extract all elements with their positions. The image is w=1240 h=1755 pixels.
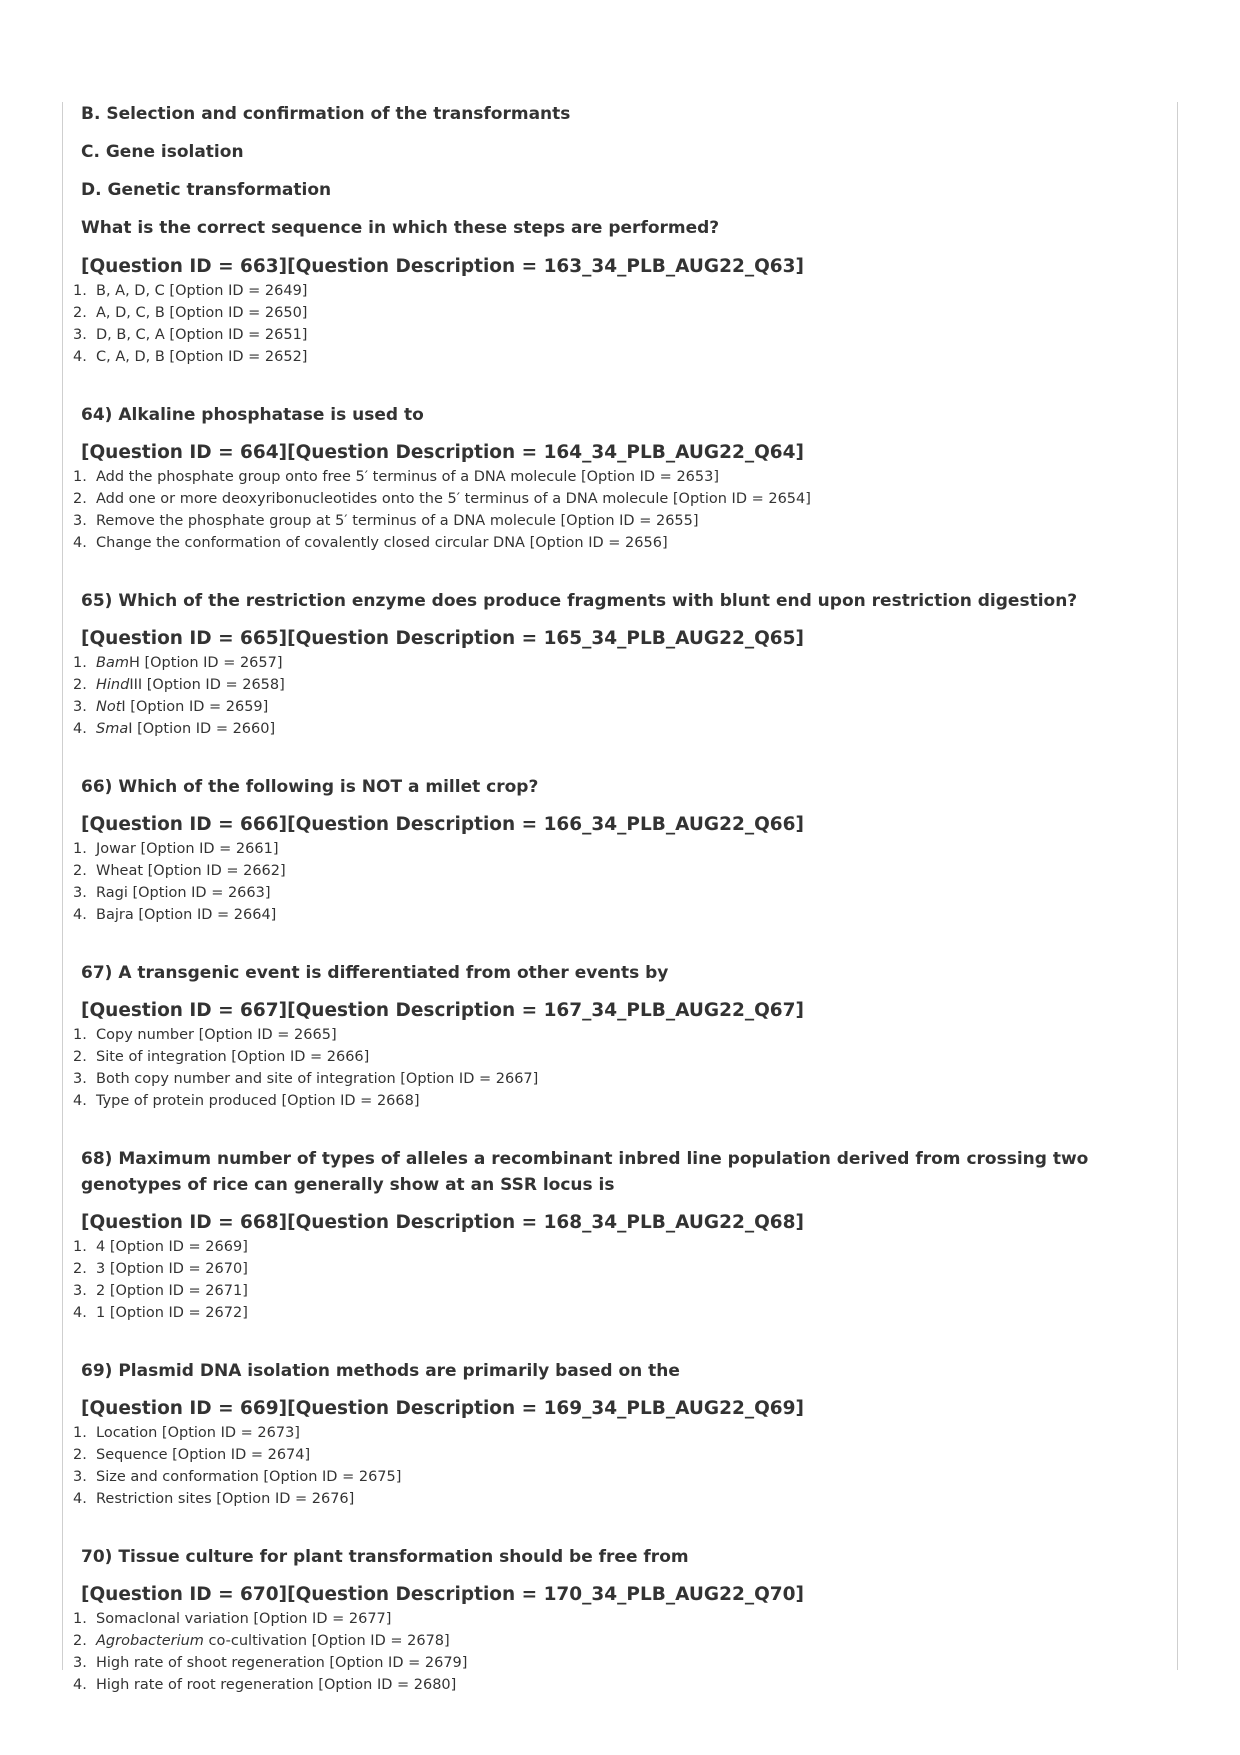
question-id-line: [Question ID = 663][Question Description = 163_34_PLB_AUG22_Q63]	[81, 256, 804, 277]
option-item: 3. NotI [Option ID = 2659]	[73, 699, 269, 715]
option-item: 4. C, A, D, B [Option ID = 2652]	[73, 349, 308, 365]
options-list	[74, 652, 1164, 740]
option-item: 4. Change the conformation of covalently closed circular DNA [Option ID = 2656]	[73, 535, 668, 551]
option-item: 3. High rate of shoot regeneration [Option ID = 2679]	[73, 1655, 468, 1671]
option-item: 1. B, A, D, C [Option ID = 2649]	[73, 283, 308, 299]
options-list	[74, 280, 1164, 368]
option-item: 4. Type of protein produced [Option ID = 2668]	[73, 1093, 420, 1109]
question-block-663	[74, 255, 1164, 368]
options-list	[74, 1024, 1164, 1112]
question-id-line: [Question ID = 664][Question Description = 164_34_PLB_AUG22_Q64]	[81, 442, 804, 463]
question-text: 64) Alkaline phosphatase is used to	[81, 405, 424, 425]
question-block-666	[74, 774, 1164, 926]
option-item: 3. Both copy number and site of integration [Option ID = 2667]	[73, 1071, 539, 1087]
option-item: 4. Restriction sites [Option ID = 2676]	[73, 1491, 355, 1507]
question-text: 69) Plasmid DNA isolation methods are primarily based on the	[81, 1361, 680, 1381]
option-item: 3. 2 [Option ID = 2671]	[73, 1283, 248, 1299]
question-block-669	[74, 1358, 1164, 1510]
intro-line: C. Gene isolation	[81, 142, 244, 162]
question-id-line: [Question ID = 667][Question Description = 167_34_PLB_AUG22_Q67]	[81, 1000, 804, 1021]
option-item: 4. 1 [Option ID = 2672]	[73, 1305, 248, 1321]
option-item: 3. Size and conformation [Option ID = 2675]	[73, 1469, 402, 1485]
option-item: 1. Add the phosphate group onto free 5′ terminus of a DNA molecule [Option ID = 2653]	[73, 469, 719, 485]
question-text: 66) Which of the following is NOT a millet crop?	[81, 777, 539, 797]
option-item: 3. Ragi [Option ID = 2663]	[73, 885, 271, 901]
option-item: 1. BamH [Option ID = 2657]	[73, 655, 283, 671]
option-item: 1. 4 [Option ID = 2669]	[73, 1239, 248, 1255]
option-item: 2. Wheat [Option ID = 2662]	[73, 863, 286, 879]
options-list	[74, 1236, 1164, 1324]
options-list	[74, 1422, 1164, 1510]
option-item: 2. 3 [Option ID = 2670]	[73, 1261, 248, 1277]
question-block-670	[74, 1544, 1164, 1696]
question-id-line: [Question ID = 668][Question Description = 168_34_PLB_AUG22_Q68]	[81, 1212, 804, 1233]
question-text: 67) A transgenic event is differentiated from other events by	[81, 963, 669, 983]
question-id-line: [Question ID = 666][Question Description = 166_34_PLB_AUG22_Q66]	[81, 814, 804, 835]
options-list	[74, 1608, 1164, 1696]
option-item: 2. Sequence [Option ID = 2674]	[73, 1447, 311, 1463]
question-text: 70) Tissue culture for plant transformation should be free from	[81, 1547, 689, 1567]
option-item: 1. Location [Option ID = 2673]	[73, 1425, 300, 1441]
option-item: 2. A, D, C, B [Option ID = 2650]	[73, 305, 308, 321]
options-list	[74, 466, 1164, 554]
option-item: 1. Somaclonal variation [Option ID = 2677]	[73, 1611, 392, 1627]
question-block-665	[74, 588, 1164, 740]
option-item: 2. HindIII [Option ID = 2658]	[73, 677, 285, 693]
option-item: 4. High rate of root regeneration [Option ID = 2680]	[73, 1677, 457, 1693]
intro-line: D. Genetic transformation	[81, 180, 332, 200]
option-item: 2. Agrobacterium co-cultivation [Option ID = 2678]	[73, 1633, 450, 1649]
question-id-line: [Question ID = 665][Question Description = 165_34_PLB_AUG22_Q65]	[81, 628, 804, 649]
option-item: 3. Remove the phosphate group at 5′ terminus of a DNA molecule [Option ID = 2655]	[73, 513, 699, 529]
question-block-664	[74, 402, 1164, 554]
option-item: 1. Jowar [Option ID = 2661]	[73, 841, 279, 857]
option-item: 3. D, B, C, A [Option ID = 2651]	[73, 327, 308, 343]
option-item: 2. Site of integration [Option ID = 2666]	[73, 1049, 370, 1065]
question-block-667	[74, 960, 1164, 1112]
option-item: 1. Copy number [Option ID = 2665]	[73, 1027, 337, 1043]
question-paper	[74, 104, 1164, 1696]
option-item: 4. Bajra [Option ID = 2664]	[73, 907, 277, 923]
question-id-line: [Question ID = 669][Question Description = 169_34_PLB_AUG22_Q69]	[81, 1398, 804, 1419]
options-list	[74, 838, 1164, 926]
option-item: 4. SmaI [Option ID = 2660]	[73, 721, 276, 737]
option-item: 2. Add one or more deoxyribonucleotides onto the 5′ terminus of a DNA molecule [Option ID = 2654]	[73, 491, 811, 507]
question-text: 65) Which of the restriction enzyme does produce fragments with blunt end upon restriction digestion?	[81, 591, 1078, 611]
intro-line: What is the correct sequence in which these steps are performed?	[81, 218, 720, 238]
question-block-668	[74, 1146, 1164, 1324]
intro-line: B. Selection and confirmation of the transformants	[81, 104, 571, 124]
question-id-line: [Question ID = 670][Question Description = 170_34_PLB_AUG22_Q70]	[81, 1584, 804, 1605]
question-text: 68) Maximum number of types of alleles a recombinant inbred line population derived from crossing two genotypes of rice can generally show at an SSR locus is	[81, 1149, 1089, 1195]
